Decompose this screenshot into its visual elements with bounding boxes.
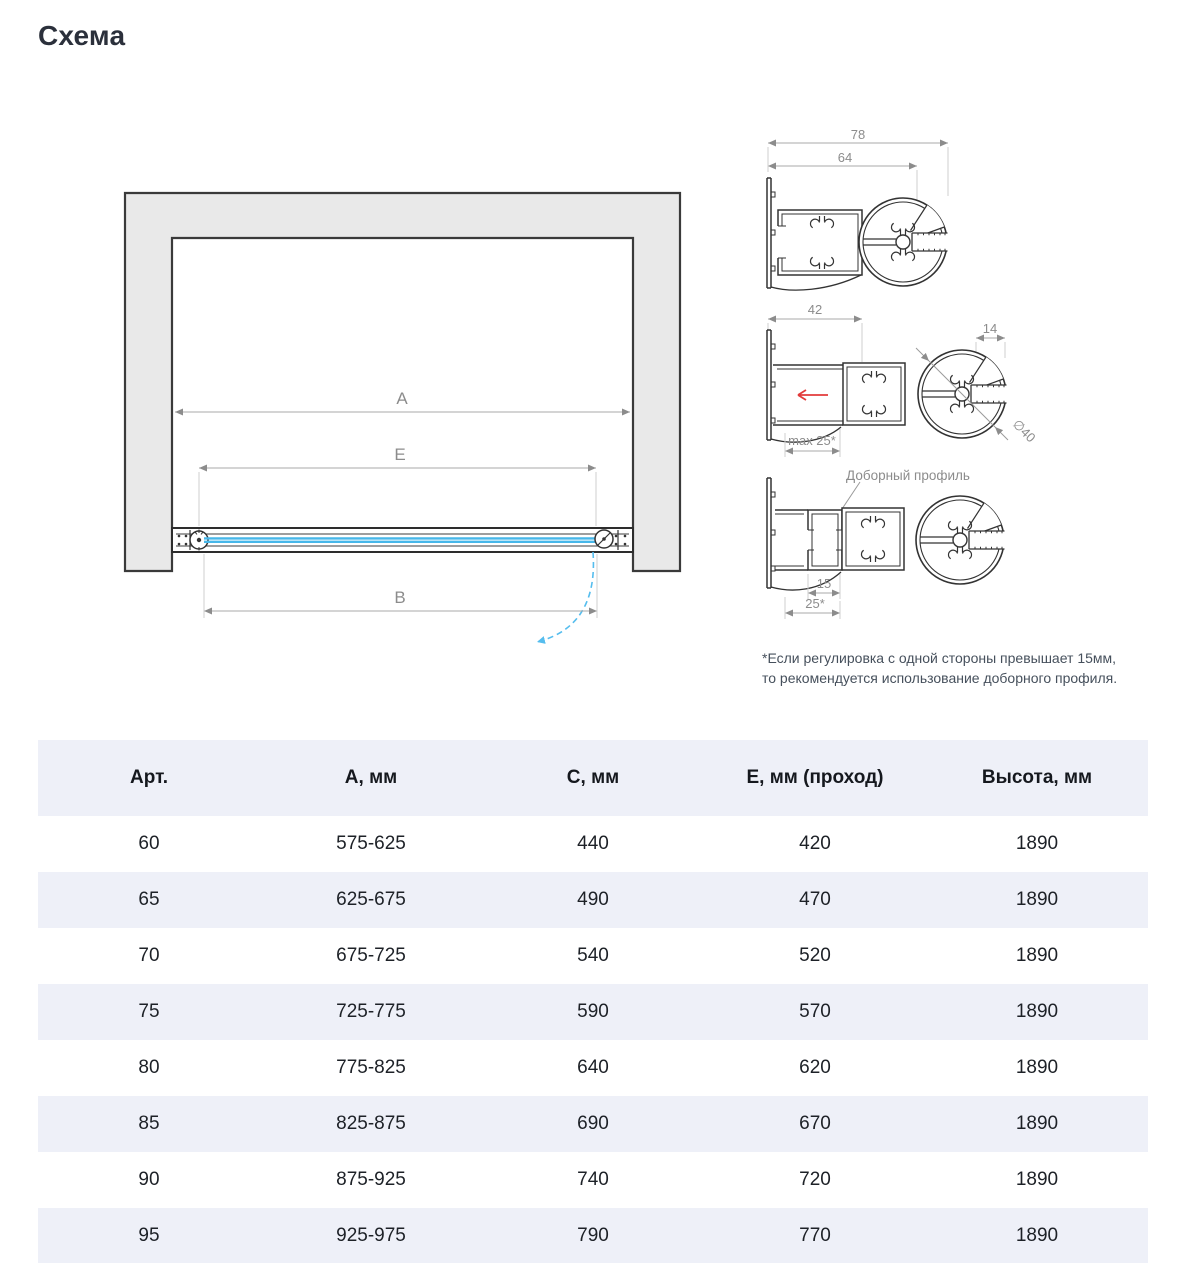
profile-bottom-drawing — [767, 478, 1006, 619]
col-header-height: Высота, мм — [981, 767, 1093, 788]
table-cell: 620 — [799, 1057, 831, 1078]
table-cell: 520 — [799, 945, 831, 966]
left-pivot — [190, 530, 208, 551]
spec-table-header — [38, 740, 1148, 816]
spec-table-rows — [38, 816, 1148, 1263]
table-cell: 590 — [577, 1001, 609, 1022]
dim-label-15: 15 — [816, 576, 832, 591]
table-cell: 1890 — [1015, 1225, 1059, 1246]
table-cell: 740 — [577, 1169, 609, 1190]
table-cell: 1890 — [1015, 1169, 1059, 1190]
dim-label-d40: ∅40 — [1009, 416, 1039, 446]
table-cell: 420 — [799, 833, 831, 854]
table-row — [38, 1208, 1148, 1263]
dim-label-14: 14 — [982, 321, 998, 336]
table-cell: 90 — [138, 1169, 160, 1190]
table-cell: 925-975 — [336, 1225, 406, 1246]
table-cell: 1890 — [1015, 1057, 1059, 1078]
table-cell: 540 — [577, 945, 609, 966]
table-row — [38, 1040, 1148, 1096]
col-header-a: А, мм — [344, 767, 398, 788]
main-diagram — [100, 150, 720, 680]
table-row — [38, 928, 1148, 984]
dimension-e — [199, 468, 596, 526]
col-header-e: Е, мм (проход) — [746, 767, 884, 788]
dim-label-b: B — [394, 588, 406, 607]
table-cell: 690 — [577, 1113, 609, 1134]
table-cell: 1890 — [1015, 1113, 1059, 1134]
table-row — [38, 984, 1148, 1040]
table-cell: 80 — [138, 1057, 160, 1078]
table-cell: 720 — [799, 1169, 831, 1190]
footnote-line-2: то рекомендуется использование доборного профиля. — [762, 670, 1118, 686]
table-cell: 1890 — [1015, 1001, 1059, 1022]
dim-label-max25: max 25* — [788, 433, 836, 448]
table-cell: 770 — [799, 1225, 831, 1246]
table-cell: 640 — [577, 1057, 609, 1078]
table-cell: 775-825 — [336, 1057, 406, 1078]
spec-table — [38, 740, 1148, 1263]
table-cell: 1890 — [1015, 833, 1059, 854]
profile-top-drawing — [767, 143, 949, 290]
dim-label-e: E — [394, 445, 406, 464]
dim-label-42: 42 — [807, 302, 823, 317]
table-cell: 1890 — [1015, 945, 1059, 966]
table-cell: 725-775 — [336, 1001, 406, 1022]
dim-label-a: A — [396, 389, 408, 408]
adjust-arrow — [798, 390, 828, 400]
footnote — [762, 648, 1182, 688]
profile-sections — [740, 110, 1160, 640]
table-cell: 440 — [577, 833, 609, 854]
table-cell: 875-925 — [336, 1169, 406, 1190]
table-cell: 575-625 — [336, 833, 406, 854]
table-cell: 60 — [138, 833, 160, 854]
dim-label-64: 64 — [837, 150, 853, 165]
wall-section — [125, 193, 680, 571]
table-row — [38, 816, 1148, 872]
table-cell: 65 — [138, 889, 160, 910]
table-cell: 75 — [138, 1001, 160, 1022]
col-header-art: Арт. — [130, 767, 168, 788]
table-cell: 490 — [577, 889, 609, 910]
table-cell: 470 — [799, 889, 831, 910]
table-cell: 95 — [138, 1225, 160, 1246]
dim-label-78: 78 — [850, 127, 866, 142]
dim-label-25: 25* — [805, 596, 825, 611]
table-cell: 570 — [799, 1001, 831, 1022]
table-cell: 825-875 — [336, 1113, 406, 1134]
table-cell: 70 — [138, 945, 160, 966]
page-title: Схема — [38, 20, 126, 51]
extension-profile — [806, 510, 844, 570]
table-cell: 1890 — [1015, 889, 1059, 910]
extension-profile-label: Доборный профиль — [846, 468, 970, 483]
table-cell: 790 — [577, 1225, 609, 1246]
table-cell: 675-725 — [336, 945, 406, 966]
table-row — [38, 872, 1148, 928]
table-row — [38, 1096, 1148, 1152]
dimension-b — [204, 554, 597, 618]
table-cell: 625-675 — [336, 889, 406, 910]
table-cell: 85 — [138, 1113, 160, 1134]
right-pivot — [595, 530, 613, 548]
door-sill — [172, 528, 633, 552]
table-cell: 670 — [799, 1113, 831, 1134]
door-swing-arc — [537, 552, 593, 642]
table-row — [38, 1152, 1148, 1208]
footnote-line-1: *Если регулировка с одной стороны превышает 15мм, — [762, 650, 1117, 666]
col-header-c: С, мм — [566, 767, 620, 788]
